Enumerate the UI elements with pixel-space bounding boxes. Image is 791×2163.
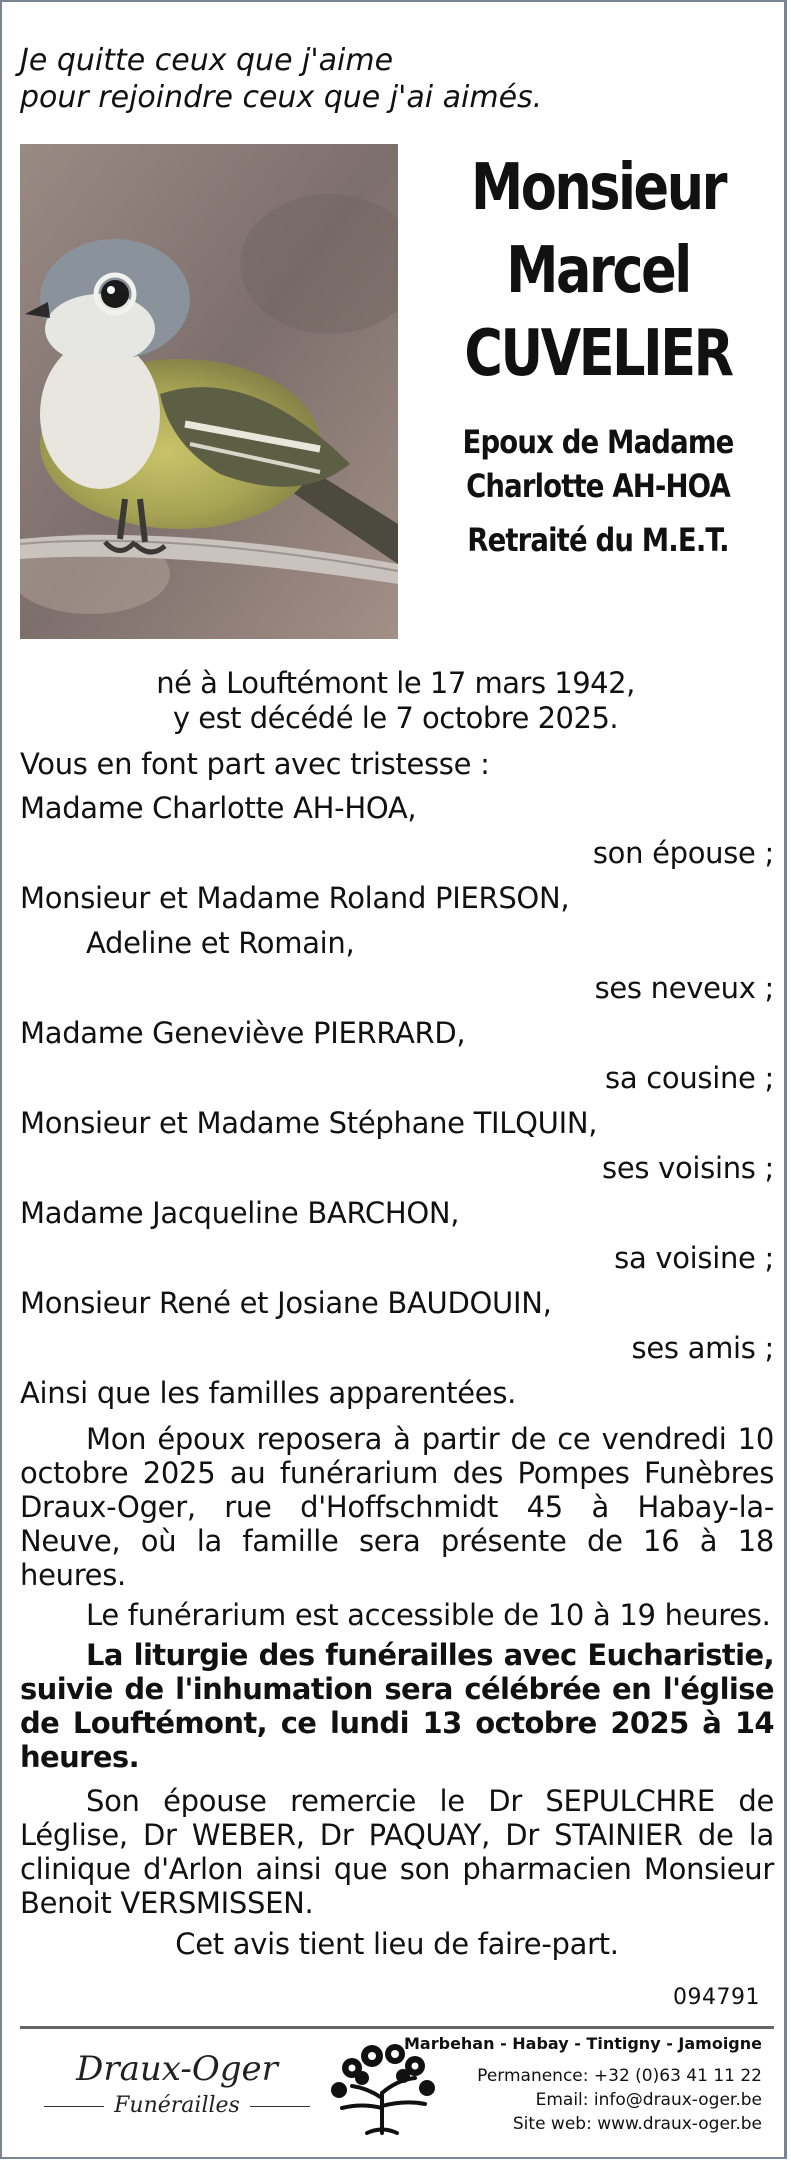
family-member: Monsieur et Madame Stéphane TILQUIN, — [20, 1106, 598, 1140]
last-name: CUVELIER — [464, 317, 732, 391]
thanks-paragraph — [20, 1784, 774, 1920]
brand-subtitle — [114, 2090, 240, 2122]
family-relation: son épouse ; — [592, 836, 774, 870]
quote-line: pour rejoindre ceux que j'ai aimés. — [20, 80, 543, 115]
access-text: Le funérarium est accessible de 10 à 19 heures. — [86, 1598, 771, 1632]
name-title: Monsieur — [470, 151, 726, 225]
brand-name: Draux-Oger — [76, 2049, 278, 2089]
family-relation: sa cousine ; — [605, 1061, 774, 1095]
rest-text: Mon époux reposera à partir de ce vendredi 10 octobre 2025 au funérarium des Pompes Funèbres Draux-Oger, rue d'Hoffschmidt 45 à Habay-la-Neuve, où la famille sera présente de 16 à 18 heures. — [20, 1422, 774, 1592]
footer-divider — [20, 2026, 774, 2029]
bird-photo — [20, 144, 398, 639]
brand-dash-right — [250, 2106, 310, 2107]
email: Email: info@draux-oger.be — [535, 2090, 762, 2110]
family-member: Madame Jacqueline BARCHON, — [20, 1196, 460, 1230]
deceased-name — [407, 147, 789, 396]
families-line: Ainsi que les familles apparentées. — [20, 1376, 517, 1410]
brand-dash-left — [44, 2106, 104, 2107]
liturgy-text: La liturgie des funérailles avec Eucharistie, suivie de l'inhumation sera célébrée en l'église de Louftémont, ce lundi 13 octobre 2025 à 14 heures. — [20, 1638, 774, 1774]
access-paragraph — [20, 1598, 774, 1632]
birth-line: né à Louftémont le 17 mars 1942, — [156, 666, 635, 700]
funeral-home-contact — [402, 2032, 762, 2136]
quote-line: Je quitte ceux que j'aime — [20, 43, 394, 78]
family-relation: ses amis ; — [631, 1331, 774, 1365]
family-member: Monsieur et Madame Roland PIERSON, — [20, 881, 570, 915]
brand-subtitle-text: Funérailles — [114, 2093, 240, 2118]
family-member-extra: Adeline et Romain, — [86, 926, 355, 960]
locations: Marbehan - Habay - Tintigny - Jamoigne — [404, 2034, 762, 2053]
liturgy-paragraph — [20, 1638, 774, 1774]
funeral-home-logo — [42, 2048, 312, 2122]
bird-illustration — [20, 144, 398, 639]
first-name: Marcel — [506, 234, 690, 308]
phone: Permanence: +32 (0)63 41 11 22 — [477, 2066, 762, 2086]
epigraph-quote — [20, 42, 542, 116]
family-relation: sa voisine ; — [614, 1241, 774, 1275]
announce-line: Vous en font part avec tristesse : — [20, 747, 490, 781]
thanks-text: Son épouse remercie le Dr SEPULCHRE de Léglise, Dr WEBER, Dr PAQUAY, Dr STAINIER de la clinique d'Arlon ainsi que son pharmacien Monsieur Benoit VERSMISSEN. — [20, 1784, 774, 1920]
birth-death-dates — [2, 666, 789, 736]
website: Site web: www.draux-oger.be — [512, 2114, 762, 2134]
details-text — [20, 1422, 774, 1964]
spouse-line: Epoux de Madame — [462, 423, 734, 461]
rest-paragraph — [20, 1422, 774, 1592]
family-relation: ses neveux ; — [594, 971, 774, 1005]
family-member: Monsieur René et Josiane BAUDOUIN, — [20, 1286, 552, 1320]
reference-number: 094791 — [673, 1985, 760, 2010]
family-relation: ses voisins ; — [602, 1151, 774, 1185]
occupation-line: Retraité du M.E.T. — [467, 521, 729, 559]
family-member: Madame Geneviève PIERRARD, — [20, 1016, 466, 1050]
family-list — [20, 742, 774, 1416]
family-member: Madame Charlotte AH-HOA, — [20, 791, 417, 825]
spouse-name: Charlotte AH-HOA — [466, 467, 730, 505]
notice-line: Cet avis tient lieu de faire-part. — [175, 1927, 619, 1961]
death-line: y est décédé le 7 octobre 2025. — [172, 701, 619, 735]
deceased-details — [407, 420, 789, 562]
